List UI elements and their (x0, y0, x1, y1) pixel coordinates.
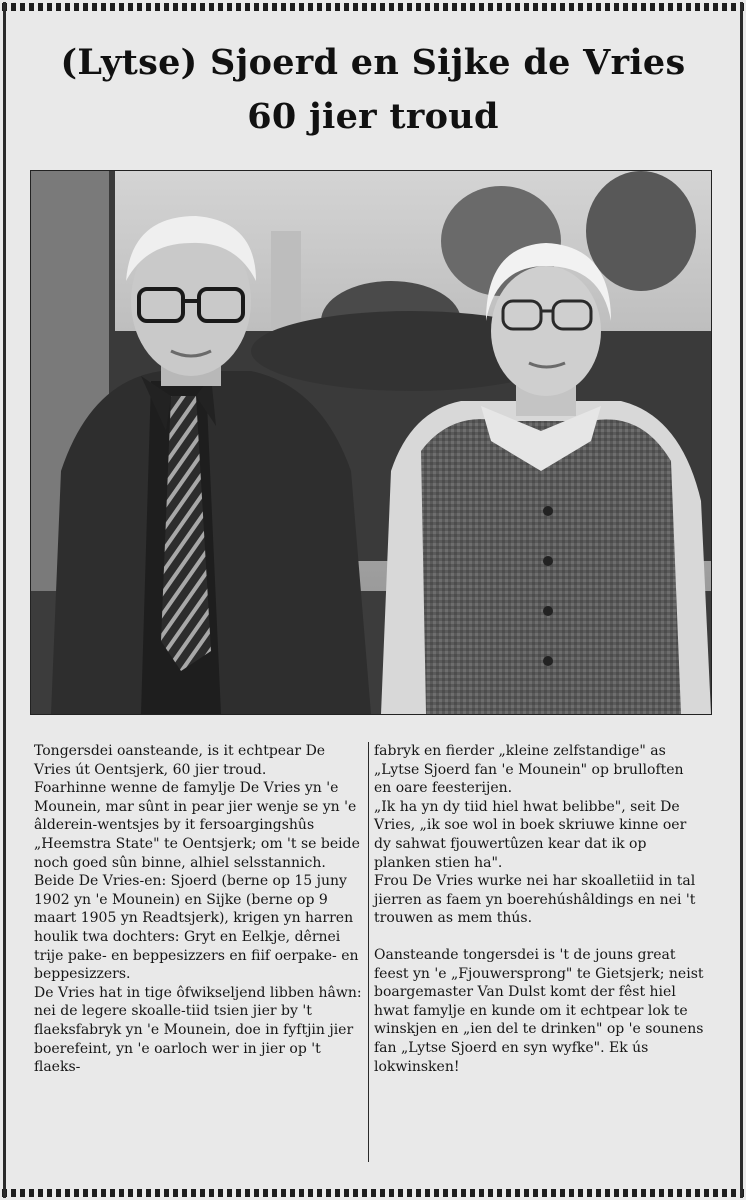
paragraph: Tongersdei oansteande, is it echtpear De Vries út Oentsjerk, 60 jier troud. (34, 743, 326, 778)
article-body (34, 742, 714, 1162)
paragraph: Foarhinne wenne de famylje De Vries yn 'e Mounein, mar sûnt in pear jier wenje se yn 'e âlderein-wentsjes by it fersoargingshûs „Heemstra State" te Oentsjerk; om 't se beide noch goed sûn binne, alhiel selsstannich. (34, 780, 360, 871)
border-right (740, 2, 743, 1198)
article-column-right (374, 742, 704, 1076)
paragraph: fabryk en fierder „kleine zelfstandige" as „Lytse Sjoerd fan 'e Mounein" op brulloften en oare feesterijen. (374, 743, 684, 797)
paragraph: Beide De Vries-en: Sjoerd (berne op 15 juny 1902 yn 'e Mounein) en Sijke (berne op 9 maart 1905 yn Readtsjerk), krigen yn harren houlik twa dochters: Gryt en Eelkje, dêrnei trije pake- en beppesizzers en fiif oerpake- en beppesizzers. (34, 873, 359, 983)
dashed-border-bottom (2, 1189, 744, 1197)
couple-photo (30, 170, 712, 715)
headline (20, 36, 726, 144)
paragraph: „Ik ha yn dy tiid hiel hwat belibbe", seit De Vries, „ik soe wol in boek skriuwe kinne oer dy sahwat fjouwertûzen kear dat ik op planken stien ha". (374, 798, 687, 871)
headline-line-1: (Lytse) Sjoerd en Sijke de Vries (60, 42, 686, 83)
dashed-border-top (2, 3, 744, 11)
headline-line-2: 60 jier troud (247, 96, 499, 137)
column-rule (368, 742, 369, 1162)
paragraph: De Vries hat in tige ôfwikseljend libben hâwn: nei de legere skoalle-tiid tsien jier by 't flaeksfabryk yn 'e Mounein, doe in fyftjin jier boerefeint, yn 'e oarloch wer in jier op 't flaeks- (34, 984, 362, 1076)
paragraph: Oansteande tongersdei is 't de jouns great feest yn 'e „Fjouwersprong" te Gietsjerk; neist boargemaster Van Dulst komt der fêst hiel hwat famylje en kunde om it echtpear lok te winskjen en „ien del te drinken" op 'e sounens fan „Lytse Sjoerd en syn wyfke". Ek ús lokwinsken! (374, 946, 704, 1075)
couple-photo-illustration (31, 171, 711, 714)
article-column-left (34, 742, 364, 1077)
paragraph: Frou De Vries wurke nei har skoalletiid in tal jierren as faem yn boerehúshâldings en nei 't trouwen as mem thús. (374, 873, 696, 927)
border-left (3, 2, 6, 1198)
